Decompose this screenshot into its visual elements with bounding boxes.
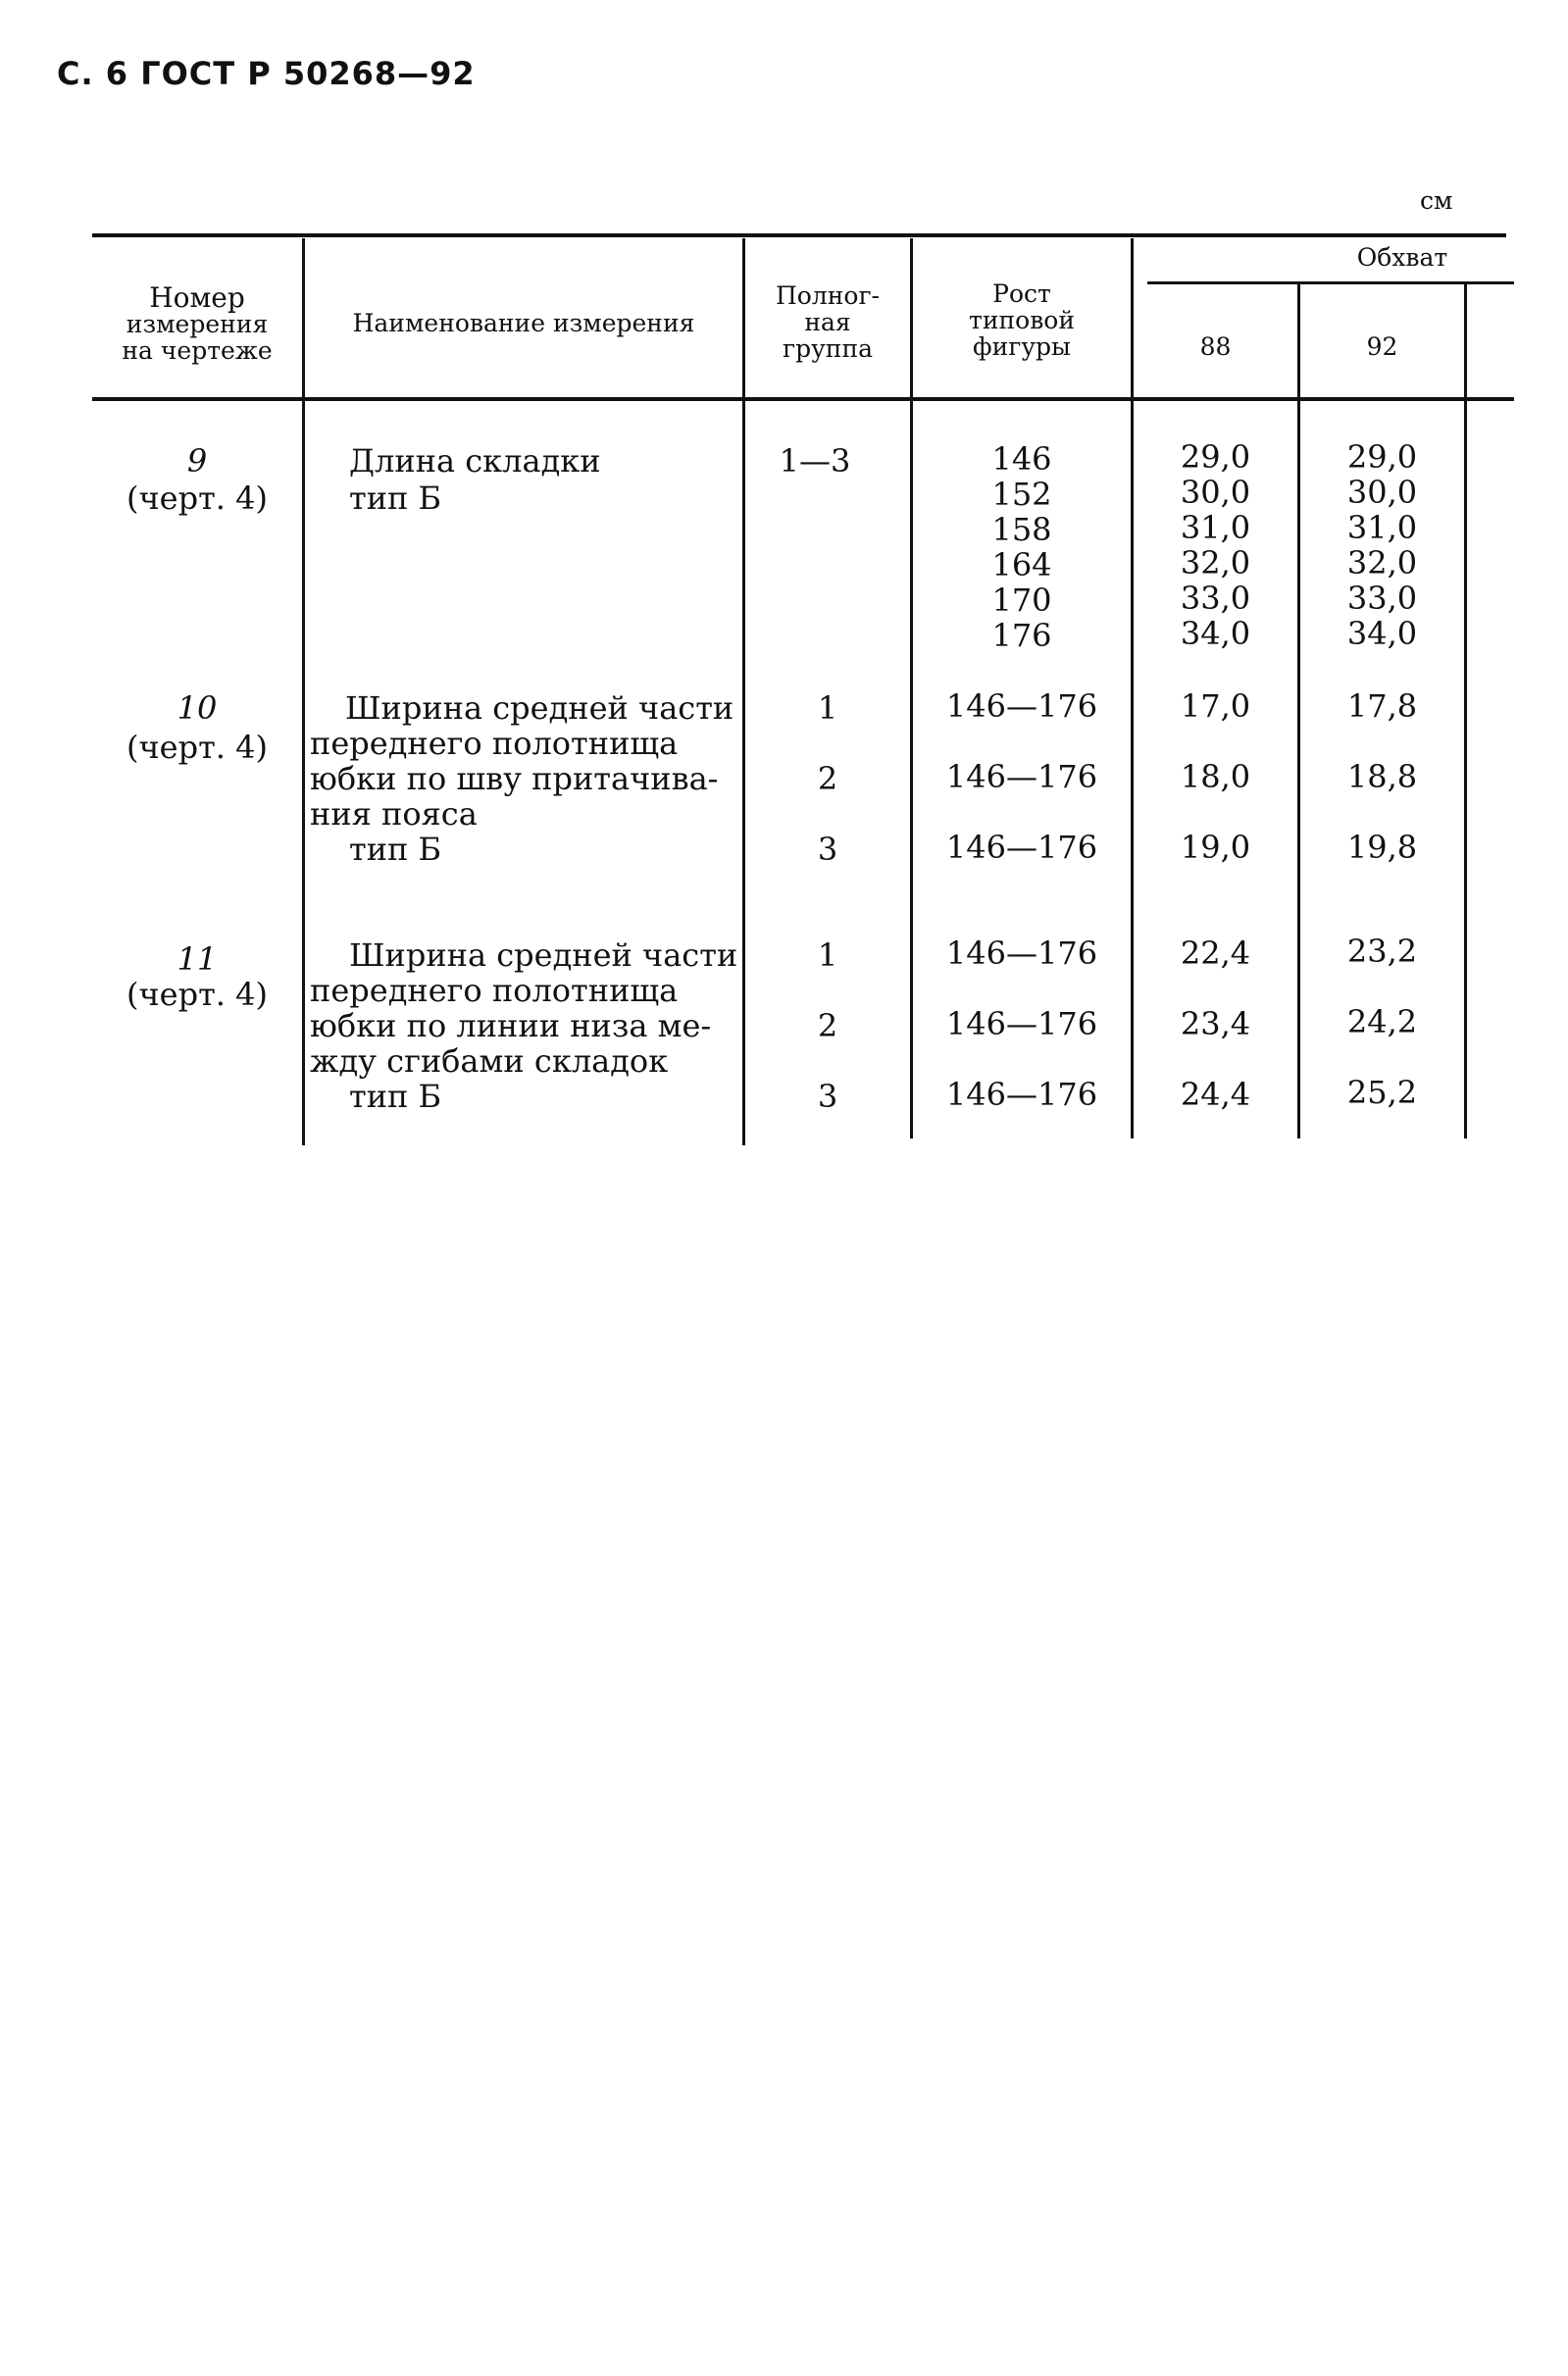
row-ref-10: (черт. 4) xyxy=(126,729,268,766)
row-ref-11: (черт. 4) xyxy=(126,976,268,1013)
header-height-line: фигуры xyxy=(973,332,1071,361)
row-height-10: 146—176 xyxy=(945,758,1098,795)
row-v88-11: 24,4 xyxy=(1180,1076,1251,1113)
header-name: Наименование измерения xyxy=(352,309,695,337)
row-v92-9: 29,0 xyxy=(1346,438,1418,476)
header-group-line: Полног- xyxy=(776,281,880,310)
col-divider-4 xyxy=(1131,238,1134,1138)
header-girth-92: 92 xyxy=(1366,332,1398,361)
row-group-10: 2 xyxy=(817,760,838,797)
row-number-11: 11 xyxy=(177,940,218,978)
row-v88-10: 18,0 xyxy=(1180,758,1251,795)
header-girth: Обхват xyxy=(1356,243,1448,272)
col-divider-1 xyxy=(302,238,305,1145)
col-divider-5 xyxy=(1297,284,1300,1138)
row-number-9: 9 xyxy=(186,442,208,480)
header-height-line: Рост xyxy=(992,279,1051,308)
row-name-9-line: тип Б xyxy=(349,480,442,517)
row-name-9-line: Длина складки xyxy=(349,442,601,480)
row-height-9: 170 xyxy=(991,581,1052,619)
row-v88-9: 29,0 xyxy=(1180,438,1251,476)
header-bottom-rule xyxy=(92,397,1514,401)
row-v88-9: 33,0 xyxy=(1180,580,1251,617)
row-v88-9: 30,0 xyxy=(1180,474,1251,511)
header-group xyxy=(746,282,909,362)
table-top-rule xyxy=(92,233,1506,237)
row-height-10: 146—176 xyxy=(945,687,1098,725)
header-number-line: на чертеже xyxy=(122,336,273,365)
row-v92-9: 30,0 xyxy=(1346,474,1418,511)
header-number-line: Номер xyxy=(149,281,245,314)
row-name-11-line: юбки по линии низа ме- xyxy=(310,1007,712,1044)
row-v92-11: 23,2 xyxy=(1346,933,1418,970)
header-number-line: измерения xyxy=(126,310,269,338)
row-name-10-line: ния пояса xyxy=(310,795,478,833)
row-v88-9: 31,0 xyxy=(1180,509,1251,546)
row-v92-10: 19,8 xyxy=(1346,829,1418,866)
row-v92-10: 17,8 xyxy=(1346,687,1418,725)
row-name-11-line: Ширина средней части xyxy=(349,936,738,974)
row-v92-9: 34,0 xyxy=(1346,615,1418,652)
row-group-11: 2 xyxy=(817,1007,838,1044)
row-height-11: 146—176 xyxy=(945,1005,1098,1042)
row-ref-9: (черт. 4) xyxy=(126,480,268,517)
row-height-9: 152 xyxy=(991,476,1052,513)
row-name-11-line: тип Б xyxy=(349,1078,442,1115)
row-v88-10: 17,0 xyxy=(1180,687,1251,725)
row-height-11: 146—176 xyxy=(945,935,1098,972)
row-v88-11: 22,4 xyxy=(1180,935,1251,972)
row-name-10-line: переднего полотнища xyxy=(310,725,679,762)
header-group-line: ная xyxy=(804,308,851,336)
row-v88-11: 23,4 xyxy=(1180,1005,1251,1042)
row-height-11: 146—176 xyxy=(945,1076,1098,1113)
row-v92-11: 25,2 xyxy=(1346,1074,1418,1111)
header-girth-88: 88 xyxy=(1199,332,1232,361)
unit-label: см xyxy=(1420,186,1453,215)
row-v92-9: 31,0 xyxy=(1346,509,1418,546)
row-group-9: 1—3 xyxy=(779,442,851,480)
row-number-10: 10 xyxy=(177,689,218,727)
girth-header-rule xyxy=(1147,281,1514,284)
row-name-10-line: Ширина средней части xyxy=(345,689,734,727)
header-number xyxy=(94,281,300,365)
col-divider-3 xyxy=(910,238,913,1138)
row-name-11-line: жду сгибами складок xyxy=(310,1042,669,1080)
row-v92-11: 24,2 xyxy=(1346,1003,1418,1040)
row-v88-9: 32,0 xyxy=(1180,544,1251,581)
row-group-10: 1 xyxy=(817,689,838,727)
row-group-11: 1 xyxy=(817,936,838,974)
row-v92-9: 33,0 xyxy=(1346,580,1418,617)
row-name-10-line: юбки по шву притачива- xyxy=(310,760,719,797)
row-group-11: 3 xyxy=(817,1078,838,1115)
row-name-10-line: тип Б xyxy=(349,831,442,868)
header-height xyxy=(914,280,1130,360)
row-height-9: 164 xyxy=(991,546,1052,583)
row-group-10: 3 xyxy=(817,831,838,868)
row-height-9: 158 xyxy=(991,511,1052,548)
row-height-9: 176 xyxy=(991,617,1052,654)
row-name-11-line: переднего полотнища xyxy=(310,972,679,1009)
row-height-9: 146 xyxy=(991,440,1052,478)
row-v92-10: 18,8 xyxy=(1346,758,1418,795)
row-v88-10: 19,0 xyxy=(1180,829,1251,866)
col-divider-2 xyxy=(742,238,745,1145)
row-v88-9: 34,0 xyxy=(1180,615,1251,652)
header-group-line: группа xyxy=(782,334,874,363)
header-height-line: типовой xyxy=(969,306,1075,334)
row-height-10: 146—176 xyxy=(945,829,1098,866)
col-divider-6 xyxy=(1464,284,1467,1138)
row-v92-9: 32,0 xyxy=(1346,544,1418,581)
page-header: С. 6 ГОСТ Р 50268—92 xyxy=(57,55,476,92)
